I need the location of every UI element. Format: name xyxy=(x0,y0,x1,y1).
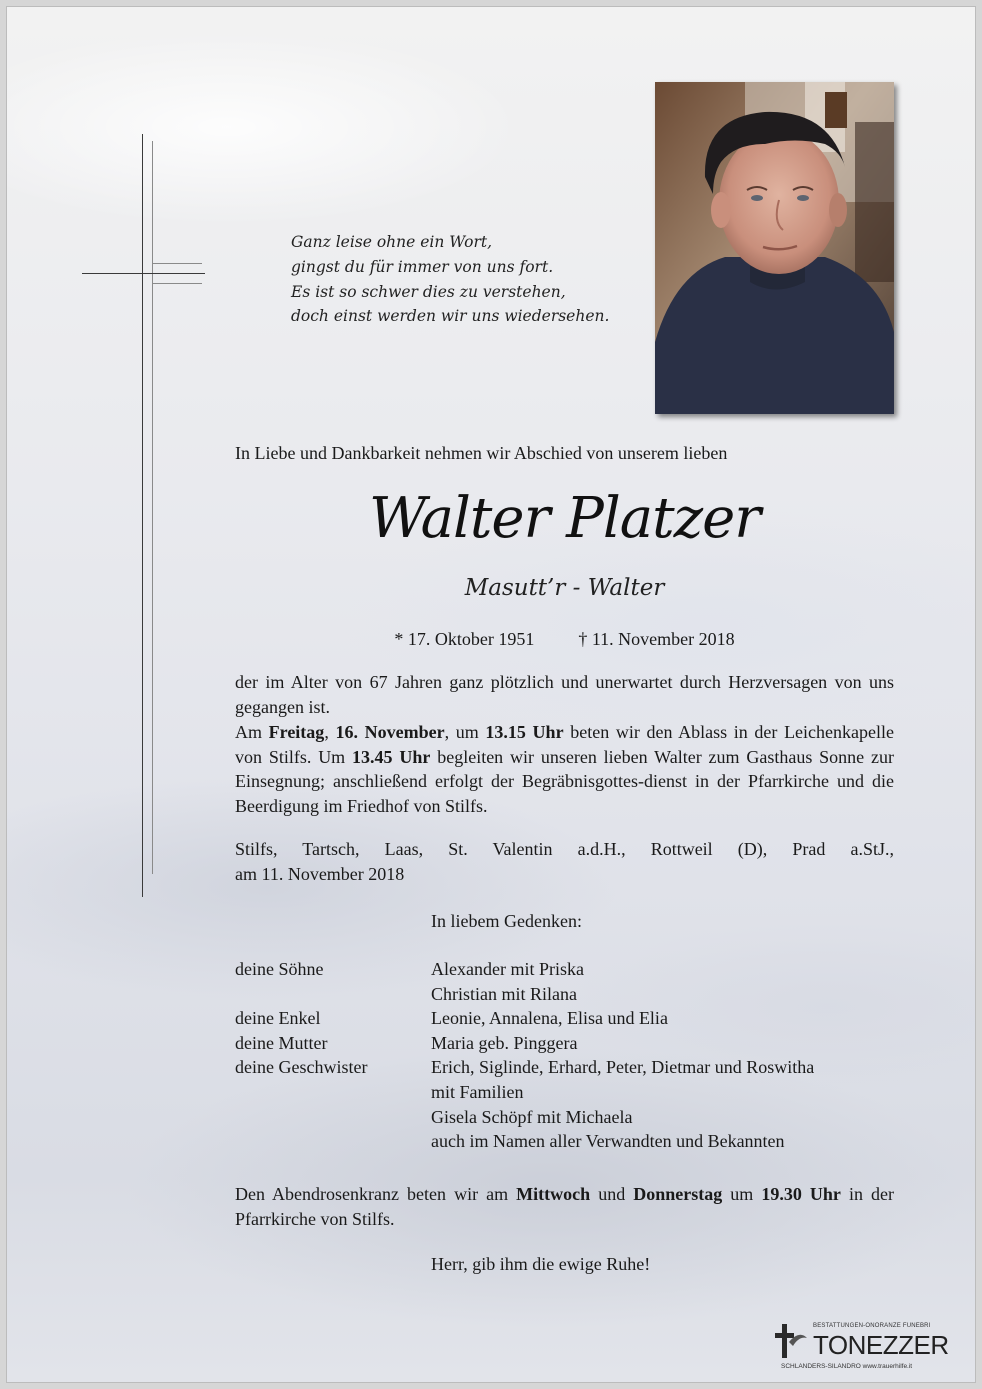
funeral-date: 16. November xyxy=(335,722,445,742)
mourner-relation: deine Geschwister xyxy=(235,1057,368,1078)
mourner-names: Leonie, Annalena, Elisa und Elia xyxy=(431,1008,668,1029)
mourner-row xyxy=(235,1006,894,1031)
closing-prayer: Herr, gib ihm die ewige Ruhe! xyxy=(431,1254,651,1274)
funeral-text: begleiten wir unseren lieben Walter zum Gasthaus Sonne zur Einsegnung; anschließend erfolgt der Begräbnisgottes-dienst in der Pfarrkirche und die Beerdigung im Friedhof von Stilfs. xyxy=(235,746,894,816)
mourner-relation: deine Enkel xyxy=(235,1008,321,1029)
mourner-relation: deine Söhne xyxy=(235,959,324,979)
logo-name: TONEZZER xyxy=(813,1330,949,1360)
cross-horizontal-inner-line-top xyxy=(152,263,202,264)
poem-line: Ganz leise ohne ein Wort, xyxy=(291,233,493,251)
rosary-text: Den Abendrosenkranz beten wir am xyxy=(235,1184,517,1204)
rosary-day: Donnerstag xyxy=(633,1184,723,1204)
place-and-date xyxy=(235,837,894,886)
notice-date: am 11. November 2018 xyxy=(235,863,405,884)
cross-horizontal-inner-line-bottom xyxy=(152,283,202,284)
poem-line: gingst du für immer von uns fort. xyxy=(291,257,554,276)
rosary-time: 19.30 Uhr xyxy=(761,1184,841,1204)
mourner-relation: deine Mutter xyxy=(235,1032,328,1053)
funeral-text: Am xyxy=(235,722,269,742)
cross-horizontal-line xyxy=(82,273,205,274)
mourner-row xyxy=(235,957,894,982)
rosary-day: Mittwoch xyxy=(516,1184,591,1204)
death-date: † 11. November 2018 xyxy=(578,629,735,649)
mourner-row xyxy=(235,1129,894,1154)
rosary-text: in der Pfarrkirche von Stilfs. xyxy=(235,1184,895,1229)
deceased-nickname: Masutt’r - Walter xyxy=(464,575,665,601)
mourner-row xyxy=(235,1055,894,1080)
mourners-list xyxy=(235,957,894,1154)
portrait-photo xyxy=(655,82,894,414)
mourner-row xyxy=(235,1080,894,1105)
mourner-relation xyxy=(235,1080,431,1105)
mourner-relation xyxy=(235,1105,431,1130)
birth-date: * 17. Oktober 1951 xyxy=(394,629,535,649)
funeral-day: Freitag xyxy=(268,722,325,742)
mourner-names: auch im Namen aller Verwandten und Bekannten xyxy=(431,1131,785,1152)
remembrance-heading: In liebem Gedenken: xyxy=(431,911,582,931)
rosary-text: und xyxy=(590,1184,634,1204)
poem-line: doch einst werden wir uns wiedersehen. xyxy=(291,307,610,326)
mourner-names: Maria geb. Pinggera xyxy=(431,1032,578,1053)
cross-vertical-inner-line xyxy=(152,141,153,874)
logo-tagline: BESTATTUNGEN-ONORANZE FUNEBRI xyxy=(813,1323,931,1329)
mourner-names: Gisela Schöpf mit Michaela xyxy=(431,1106,633,1127)
funeral-details-paragraph xyxy=(235,720,894,818)
mourner-names: Christian mit Rilana xyxy=(431,983,577,1004)
funeral-text: , um xyxy=(444,722,486,742)
death-notice-paragraph: der im Alter von 67 Jahren ganz plötzlich und unerwartet durch Herzversagen von uns gegangen ist. xyxy=(235,672,894,717)
portrait-image xyxy=(655,82,894,414)
mourner-row xyxy=(235,1031,894,1056)
poem xyxy=(291,230,611,329)
deceased-name: Walter Platzer xyxy=(368,486,761,551)
mourner-names: Alexander mit Priska xyxy=(431,959,584,979)
cross-vertical-line xyxy=(142,134,143,897)
mourner-row xyxy=(235,982,894,1007)
mourner-relation xyxy=(235,1129,431,1154)
life-dates xyxy=(235,627,894,651)
funeral-home-logo xyxy=(773,1320,949,1376)
procession-time: 13.45 Uhr xyxy=(352,746,431,767)
obituary-sheet xyxy=(6,6,976,1383)
rosary-paragraph xyxy=(235,1182,894,1231)
mourner-relation xyxy=(235,982,431,1007)
logo-cross-icon xyxy=(773,1322,809,1362)
rosary-text: um xyxy=(722,1184,762,1204)
places-line: Stilfs, Tartsch, Laas, St. Valentin a.d.H., Rottweil (D), Prad a.StJ., xyxy=(235,839,894,859)
mourner-names: mit Familien xyxy=(431,1081,524,1102)
funeral-text: , xyxy=(324,722,336,742)
mourner-names: Erich, Siglinde, Erhard, Peter, Dietmar und Roswitha xyxy=(431,1057,815,1078)
ablass-time: 13.15 Uhr xyxy=(485,722,564,742)
poem-line: Es ist so schwer dies zu verstehen, xyxy=(291,282,566,301)
logo-location: SCHLANDERS-SILANDRO www.trauerhilfe.it xyxy=(781,1363,913,1370)
mourner-row xyxy=(235,1105,894,1130)
intro-text: In Liebe und Dankbarkeit nehmen wir Abschied von unserem lieben xyxy=(235,443,728,463)
funeral-text: beten wir den Ablass in der Leichenkapelle von Stilfs. Um xyxy=(235,722,895,767)
